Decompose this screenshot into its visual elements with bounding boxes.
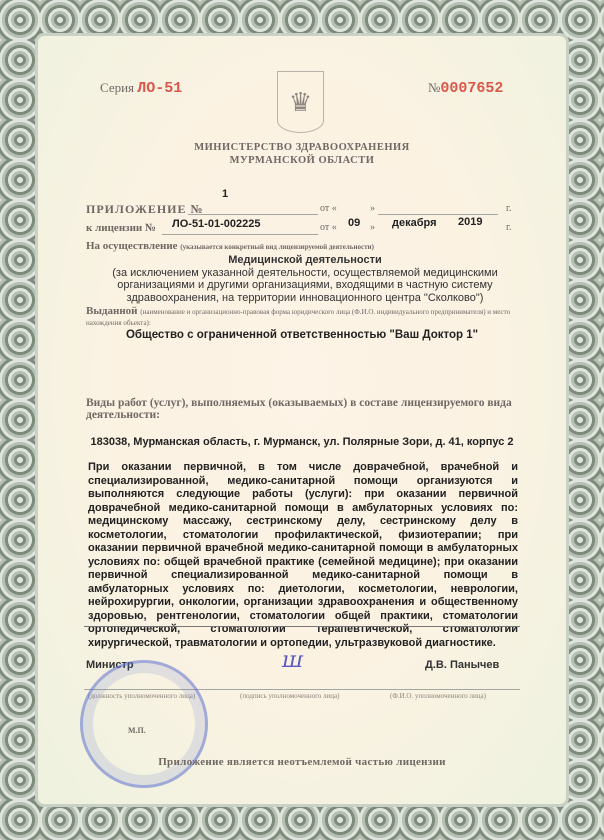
- activity-description: (за исключением указанной деятельности, осуществляемой медицинскими организациями и другими организациями, входящими в частную систему здравоохранения, на территории инновационного центра "Сколково"): [112, 266, 498, 304]
- license-month: декабря: [392, 217, 437, 229]
- activity-row: [86, 240, 374, 252]
- activity-hint: (указывается конкретный вид лицензируемой деятельности): [180, 243, 374, 251]
- activity-block: [80, 254, 530, 304]
- name-hint: (Ф.И.О. уполномоченного лица): [390, 692, 486, 700]
- issued-label: Выданной: [86, 305, 138, 317]
- activity-title: Медицинской деятельности: [228, 254, 382, 266]
- series-value: ЛО-51: [137, 80, 183, 97]
- license-number: ЛО-51-01-002225: [172, 218, 261, 230]
- license-year-suffix: г.: [506, 222, 512, 233]
- coat-of-arms-emblem: ♛: [277, 71, 324, 133]
- official-seal-stamp: [80, 660, 208, 788]
- license-day: 09: [348, 217, 361, 229]
- seal-label: М.П.: [128, 726, 146, 735]
- number-label: №: [428, 80, 441, 95]
- footer-note: Приложение является неотъемлемой частью лицензии: [158, 756, 446, 768]
- series: [100, 80, 182, 97]
- appendix-label: ПРИЛОЖЕНИЕ №: [86, 202, 204, 216]
- license-label: к лицензии №: [86, 222, 157, 234]
- works-label: Виды работ (услуг), выполняемых (оказываемых) в составе лицензируемого вида деятельности:: [86, 397, 512, 421]
- appendix-date-close: »: [370, 203, 375, 214]
- form-number: [428, 80, 503, 97]
- ministry-title: [0, 141, 604, 167]
- position-hint: (должность уполномоченного лица): [88, 692, 196, 700]
- appendix-number: 1: [222, 188, 229, 200]
- signature-hint: (подпись уполномоченного лица): [240, 692, 340, 700]
- series-label: Серия: [100, 80, 135, 95]
- license-year: 2019: [458, 216, 483, 228]
- issued-hint: (наименование и организационно-правовая форма юридического лица (Ф.И.О. индивидуального предпринимателя) и место нахождения объекта):: [86, 308, 511, 327]
- license-date-close: »: [370, 222, 375, 233]
- signer-position: Министр: [86, 659, 134, 671]
- organization-name: Общество с ограниченной ответственностью "Ваш Доктор 1": [125, 329, 479, 341]
- handwritten-signature: ꟺ: [282, 648, 304, 673]
- license-date-open: от «: [320, 222, 337, 233]
- ministry-line2: МУРМАНСКОЙ ОБЛАСТИ: [229, 155, 375, 166]
- works-address: 183038, Мурманская область, г. Мурманск, ул. Полярные Зори, д. 41, корпус 2: [90, 436, 514, 448]
- appendix-date-open: от «: [320, 203, 337, 214]
- number-value: 0007652: [440, 80, 504, 97]
- ministry-line1: МИНИСТЕРСТВО ЗДРАВООХРАНЕНИЯ: [194, 142, 410, 153]
- appendix-year-suffix: г.: [506, 203, 512, 214]
- activity-label: На осуществление: [86, 240, 178, 252]
- issued-row: [86, 306, 526, 328]
- works-list: При оказании первичной, в том числе доврачебной, врачебной и специализированной, медико-санитарной помощи организуются и выполняются следующие работы (услуги): при оказании первичной доврачебной медико-санитарной помощи в амбулаторных условиях по: медицинскому массажу, сестринскому делу, сестринскому делу в косметологии, стоматологии профилактической, физиотерапии; при оказании первичной врачебной медико-санитарной помощи в амбулаторных условиях по: общей врачебной практике (семейной медицине); при оказании первичной специализированной медико-санитарной помощи в амбулаторных условиях по: диетологии, косметологии, неврологии, нейрохирургии, онкологии, организации здравоохранения и общественному здоровью, рентгенологии, стоматологии общей практики, стоматологии ортопедической, стоматологии терапевтической, стоматологии хирургической, травматологии и ортопедии, ультразвуковой диагностике.: [88, 461, 518, 649]
- signer-name: Д.В. Панычев: [425, 659, 500, 671]
